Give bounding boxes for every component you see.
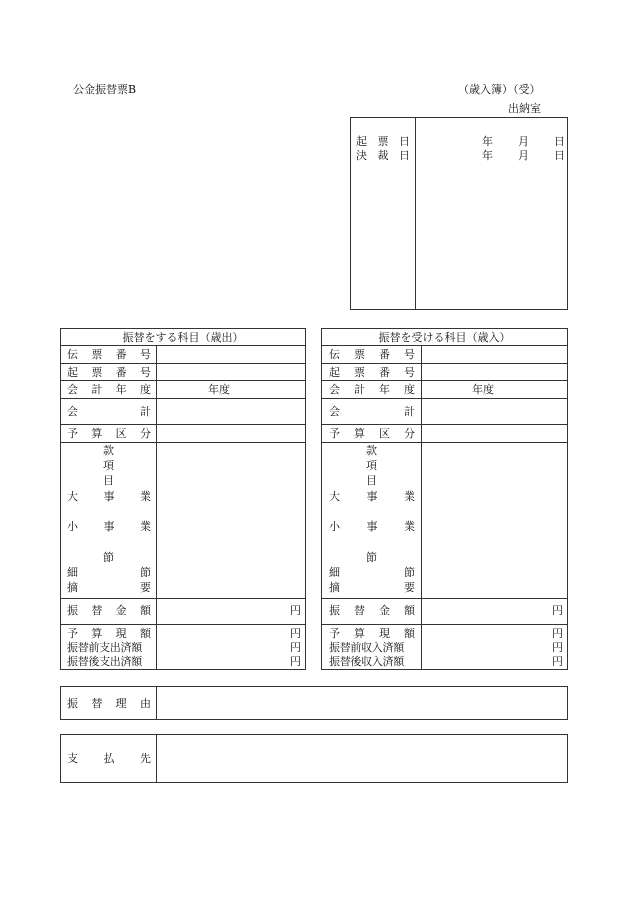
right-line: [321, 398, 568, 399]
payee-label: 支 払 先: [67, 752, 151, 765]
left-line: [60, 363, 306, 364]
left-panel-heading: 振替をする科目（歳出）: [122, 331, 244, 344]
right-line: [321, 598, 568, 599]
payee-field[interactable]: [157, 735, 567, 782]
left-setsu-label: 節: [103, 551, 114, 564]
right-line: [321, 345, 568, 346]
right-panel-divider: [421, 345, 422, 670]
left-account-label: 会 計: [67, 405, 151, 418]
issue-day-unit: 日: [554, 135, 565, 148]
decision-date-label: 決 裁 日: [356, 149, 410, 162]
left-transfer-amount-label: 振 替 金 額: [67, 604, 151, 617]
left-kan-label: 款: [103, 444, 114, 457]
right-transfer-amount-label: 振 替 金 額: [329, 604, 415, 617]
right-after-received-label: 振替後収入済額: [329, 655, 404, 668]
right-kan-label: 款: [366, 444, 377, 457]
form-title: 公金振替票B: [73, 83, 137, 96]
left-fiscal-year-label: 会 計 年 度: [67, 383, 151, 396]
left-after-paid-yen: 円: [290, 655, 301, 668]
right-sub-setsu-label: 細 節: [329, 566, 415, 579]
left-line: [60, 598, 306, 599]
left-large-project-label: 大 事 業: [67, 490, 151, 503]
left-kou-label: 項: [103, 459, 114, 472]
right-line: [321, 624, 568, 625]
right-moku-label: 目: [366, 474, 377, 487]
issue-month-unit: 月: [518, 135, 529, 148]
right-transfer-amount-yen: 円: [552, 604, 563, 617]
left-fiscal-year-unit: 年度: [208, 383, 230, 396]
left-small-project-label: 小 事 業: [67, 520, 151, 533]
left-line: [60, 398, 306, 399]
decision-day-unit: 日: [554, 149, 565, 162]
right-budget-current-yen: 円: [552, 627, 563, 640]
right-line: [321, 363, 568, 364]
right-after-received-yen: 円: [552, 655, 563, 668]
right-panel-heading: 振替を受ける科目（歳入）: [378, 331, 511, 344]
left-after-paid-label: 振替後支出済額: [67, 655, 142, 668]
right-budget-division-label: 予 算 区 分: [329, 427, 415, 440]
date-box-divider: [415, 117, 416, 310]
right-account-label: 会 計: [329, 405, 415, 418]
right-issue-no-label: 起 票 番 号: [329, 366, 415, 379]
right-small-project-label: 小 事 業: [329, 520, 415, 533]
right-fiscal-year-label: 会 計 年 度: [329, 383, 415, 396]
left-line: [60, 380, 306, 381]
reason-field[interactable]: [157, 687, 567, 719]
right-summary-label: 摘 要: [329, 581, 415, 594]
right-voucher-no-label: 伝 票 番 号: [329, 348, 415, 361]
left-before-paid-yen: 円: [290, 641, 301, 654]
left-issue-no-label: 起 票 番 号: [67, 366, 151, 379]
left-panel-divider: [156, 345, 157, 670]
ledger-label: （歳入簿）（受）: [458, 83, 541, 96]
right-line: [321, 442, 568, 443]
right-setsu-label: 節: [366, 551, 377, 564]
right-before-received-label: 振替前収入済額: [329, 641, 404, 654]
left-transfer-amount-yen: 円: [290, 604, 301, 617]
left-summary-label: 摘 要: [67, 581, 151, 594]
left-voucher-no-label: 伝 票 番 号: [67, 348, 151, 361]
decision-year-unit: 年: [482, 149, 493, 162]
left-line: [60, 624, 306, 625]
left-line: [60, 424, 306, 425]
left-before-paid-label: 振替前支出済額: [67, 641, 142, 654]
office-label: 出納室: [508, 102, 541, 115]
right-kou-label: 項: [366, 459, 377, 472]
left-moku-label: 目: [103, 474, 114, 487]
left-budget-division-label: 予 算 区 分: [67, 427, 151, 440]
left-sub-setsu-label: 細 節: [67, 566, 151, 579]
right-large-project-label: 大 事 業: [329, 490, 415, 503]
right-line: [321, 424, 568, 425]
left-line: [60, 442, 306, 443]
issue-year-unit: 年: [482, 135, 493, 148]
right-line: [321, 380, 568, 381]
right-before-received-yen: 円: [552, 641, 563, 654]
left-line: [60, 345, 306, 346]
decision-month-unit: 月: [518, 149, 529, 162]
left-budget-current-yen: 円: [290, 627, 301, 640]
right-budget-current-label: 予 算 現 額: [329, 627, 415, 640]
reason-label: 振 替 理 由: [67, 697, 151, 710]
right-fiscal-year-unit: 年度: [472, 383, 494, 396]
left-budget-current-label: 予 算 現 額: [67, 627, 151, 640]
issue-date-label: 起 票 日: [356, 135, 410, 148]
